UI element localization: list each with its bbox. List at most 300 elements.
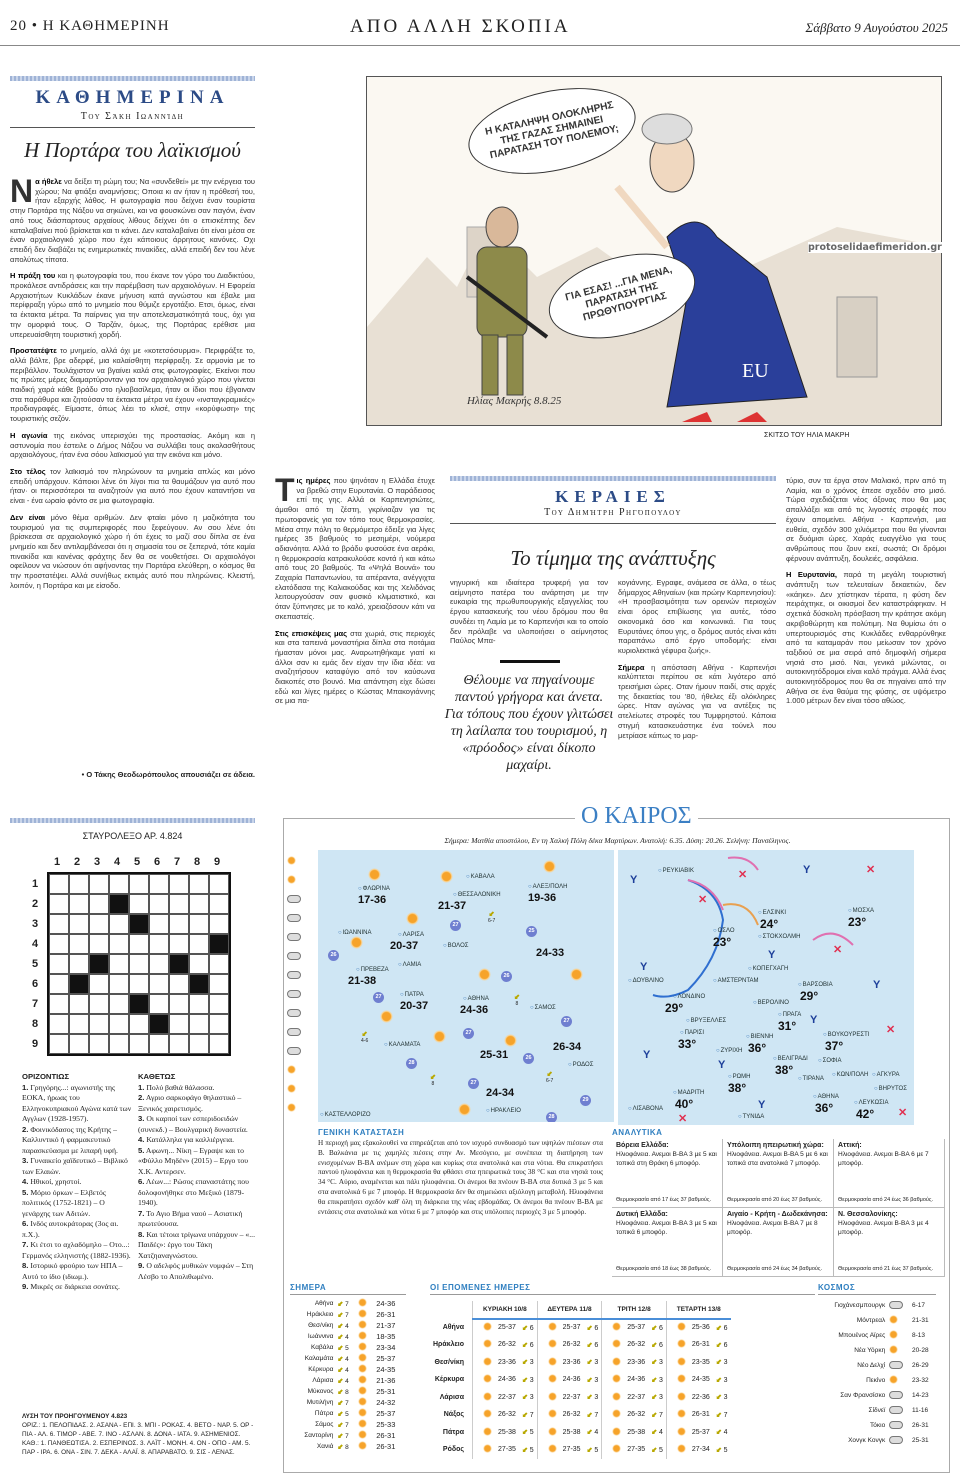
wind-force: 6-7 bbox=[546, 1078, 554, 1084]
table-row bbox=[290, 1342, 406, 1353]
crossword-cell[interactable] bbox=[169, 914, 189, 934]
clue bbox=[138, 1146, 256, 1178]
cloud-icon bbox=[889, 1436, 903, 1444]
clue bbox=[138, 1230, 256, 1262]
sky bbox=[887, 1358, 910, 1373]
sky bbox=[473, 1424, 496, 1442]
map-city-label: ○ ΒΑΡΣΟΒΙΑ bbox=[798, 982, 833, 989]
sun-icon bbox=[350, 936, 363, 949]
wind-arrow-icon: ⬋ bbox=[337, 1344, 344, 1352]
sun-icon bbox=[358, 1353, 367, 1362]
crossword-cell[interactable] bbox=[149, 974, 169, 994]
clue bbox=[22, 1282, 134, 1293]
map-temperature: 29° bbox=[665, 1001, 684, 1015]
clue bbox=[138, 1261, 256, 1282]
city-name: Νέο Δελχί bbox=[857, 1362, 886, 1369]
region-temperature: Θερμοκρασία από 21 έως 37 βαθμούς. bbox=[838, 1266, 934, 1272]
low-pressure-icon: ✕ bbox=[738, 869, 748, 881]
table-row bbox=[818, 1373, 936, 1388]
clue-text: Κατάλληλα για καλλιέργεια. bbox=[146, 1135, 235, 1144]
crossword-cell[interactable] bbox=[109, 954, 129, 974]
solution-down: ΚΑΘ.: 1. ΠΑΝΘΕΩΤΙΣΑ. 2. ΕΣΠΕΡΙΝΟΣ. 3. ΛΑΪΤ - ΜΟΝΗ. 4. ΟΝ - ΟΠΟ - ΑΜ. 5. ΠΑΡ - ΙΡΑ. 6. ΟΝΑ - ΣΙΝ. 7. ΔΕΚΑ - ΑΛΑΪ. 8. ΑΠΑΡΑΒΑΤΟ. 9. ΣΙΣ - ΛΕΝΑΣ. bbox=[22, 1440, 251, 1456]
map-temperature: 23° bbox=[848, 915, 867, 929]
wind-indicator bbox=[430, 1075, 436, 1087]
city-name: Αθήνα bbox=[314, 1300, 334, 1307]
weather-legend bbox=[287, 852, 309, 1118]
black-cell bbox=[189, 974, 209, 994]
crossword-cell[interactable] bbox=[69, 914, 89, 934]
crossword-cell[interactable] bbox=[69, 894, 89, 914]
crossword-cell[interactable] bbox=[129, 934, 149, 954]
wind bbox=[648, 1354, 666, 1372]
clue-number: 4. bbox=[138, 1135, 145, 1144]
region-text: Ηλιοφάνεια. Ανεμοι Β-ΒΑ 7 με 8 μποφόρ. bbox=[727, 1220, 818, 1236]
sea-temperature: 29 bbox=[580, 1095, 591, 1106]
crossword-cell[interactable] bbox=[149, 914, 169, 934]
temperature: 27-34 bbox=[691, 1446, 710, 1454]
crossword-cell[interactable] bbox=[189, 1034, 209, 1054]
wind bbox=[648, 1319, 666, 1337]
table-row bbox=[818, 1433, 936, 1448]
cloud-icon bbox=[287, 933, 301, 941]
sea-temperature: 28 bbox=[406, 1058, 417, 1069]
sun-icon bbox=[677, 1427, 686, 1436]
sun-icon bbox=[612, 1357, 621, 1366]
city-name: Τόκιο bbox=[870, 1422, 886, 1429]
wind-force: 7 bbox=[343, 1432, 349, 1440]
crossword-cell[interactable] bbox=[209, 994, 229, 1014]
crossword-cell[interactable] bbox=[129, 1034, 149, 1054]
header-row bbox=[430, 1301, 731, 1319]
map-temperature: 20-37 bbox=[400, 1000, 429, 1012]
city-name: Ρόδος bbox=[442, 1446, 465, 1454]
table-row bbox=[290, 1309, 406, 1320]
analytika-title-wrap bbox=[612, 1128, 662, 1139]
temperature: 26-32 bbox=[562, 1341, 581, 1349]
keraies-body-col4 bbox=[786, 476, 946, 792]
region-temperature: Θερμοκρασία από 17 έως 37 βαθμούς. bbox=[616, 1197, 712, 1203]
city-name: Μόντρεαλ bbox=[856, 1317, 886, 1324]
wind-arrow-icon: ⬋ bbox=[337, 1443, 344, 1451]
wind bbox=[335, 1441, 356, 1452]
footnote: • Ο Τάκης Θεοδωρόπουλος απουσιάζει σε άδεια. bbox=[81, 770, 255, 779]
city-name: Σάμος bbox=[315, 1421, 334, 1428]
wind bbox=[648, 1406, 666, 1424]
crossword-cell[interactable] bbox=[209, 894, 229, 914]
wind-arrow-icon: ⬋ bbox=[651, 1411, 658, 1419]
crossword-cell[interactable] bbox=[49, 1034, 69, 1054]
map-city-label: ○ ΛΑΜΙΑ bbox=[398, 962, 421, 969]
crossword-cell[interactable] bbox=[49, 934, 69, 954]
world-table bbox=[818, 1283, 936, 1448]
paragraph-text: της εικόνας υπερισχύει της προστασίας. Ακόμη και η αστυνομία που έστειλε ο Δήμος Νάξου να συλλάβει τους ακολασθήτους αρχαιολόγους, ήταν ένα σόου λαϊκισμού για την εικόνα και μόνο. bbox=[10, 430, 255, 460]
paragraph bbox=[450, 578, 608, 646]
crossword-cell[interactable] bbox=[169, 894, 189, 914]
map-temperature: 36° bbox=[815, 1101, 834, 1115]
wind bbox=[584, 1371, 602, 1389]
sun-icon bbox=[548, 1444, 557, 1453]
clue-text: Αγριο σαρκοφάγο θηλαστικό – Ξενικός χαιρετισμός. bbox=[138, 1093, 242, 1113]
crossword-cell[interactable] bbox=[149, 1034, 169, 1054]
high-pressure-icon: Y bbox=[630, 874, 638, 886]
wind-force: 5 bbox=[592, 1446, 599, 1454]
wind-arrow-icon: ⬋ bbox=[337, 1399, 344, 1407]
crossword-cell[interactable] bbox=[209, 1014, 229, 1034]
city-name: Σίδνεϊ bbox=[868, 1407, 886, 1414]
crossword-cell[interactable] bbox=[189, 994, 209, 1014]
map-temperature: 36° bbox=[748, 1041, 767, 1055]
cloud-icon bbox=[287, 895, 301, 903]
paragraph bbox=[618, 663, 776, 741]
wind-arrow-icon: ⬋ bbox=[586, 1394, 593, 1402]
wind bbox=[519, 1371, 537, 1389]
wind-force: 4 bbox=[343, 1333, 349, 1341]
article-title: Το τίμημα της ανάπτυξης bbox=[510, 546, 716, 570]
paragraph-text: κογιάννης. Εγραφε, ανάμεσα σε άλλα, ο τέως δήμαρχος Αθηναίων (και πρώην Καρπενησίου): «Η προσβασιμότητα των ορεινών περιοχών είναι όρος επιβίωσης για αυτές, τόσο οικονομικά όσο και κοινωνικά. Για τους Ευρυτάνες όπου γης, ο δρόμος αυτός είναι κάτι παραπάνω από έργο υποδομής: είναι κυριολεκτικά γέφυρα ζωής». bbox=[618, 578, 776, 655]
clue bbox=[138, 1093, 256, 1114]
keraies-header bbox=[450, 476, 776, 571]
column-number: 8 bbox=[193, 856, 201, 868]
temperature: 22-37 bbox=[627, 1393, 646, 1401]
crossword-cell[interactable] bbox=[109, 974, 129, 994]
crossword-cell[interactable] bbox=[89, 914, 109, 934]
wind-arrow-icon: ⬋ bbox=[337, 1322, 344, 1330]
temperature: 18-35 bbox=[376, 1332, 396, 1341]
crossword-cell[interactable] bbox=[209, 974, 229, 994]
sun-icon bbox=[433, 1030, 446, 1043]
crossword-cell[interactable] bbox=[209, 914, 229, 934]
crossword-cell[interactable] bbox=[169, 974, 189, 994]
cloud-icon bbox=[287, 1047, 301, 1055]
legend-item bbox=[287, 966, 309, 985]
sun-icon bbox=[358, 1331, 367, 1340]
crossword-cell[interactable] bbox=[109, 1014, 129, 1034]
clue bbox=[22, 1188, 134, 1220]
city-name: Θεσ/νίκη bbox=[434, 1358, 465, 1366]
today-almanac: Σήμερα: Ματθία αποστόλου, Εν τη Χαλκή Πόλη δέκα Μαρτύρων. Ανατολή: 6.35. Δύση: 20.26. Σελήνη: Πανσέληνος. bbox=[444, 836, 791, 845]
crossword-cell[interactable] bbox=[209, 874, 229, 894]
clue-number: 1. bbox=[22, 1082, 29, 1092]
crossword-cell[interactable] bbox=[149, 934, 169, 954]
temperature: 26-31 bbox=[911, 1422, 929, 1429]
weather-title: Ο ΚΑΙΡΟΣ bbox=[575, 803, 698, 830]
wind-arrow-icon: ⬋ bbox=[715, 1411, 722, 1419]
map-temperature: 23° bbox=[713, 935, 732, 949]
wind bbox=[584, 1354, 602, 1372]
paragraph bbox=[275, 476, 435, 622]
crossword-cell[interactable] bbox=[49, 954, 69, 974]
wind bbox=[584, 1319, 602, 1337]
wind-indicator bbox=[488, 912, 495, 924]
map-city-label: ○ ΒΕΛΙΓΡΑΔΙ bbox=[773, 1056, 808, 1063]
sun-icon bbox=[612, 1322, 621, 1331]
wind-arrow-icon: ⬋ bbox=[715, 1341, 722, 1349]
crossword-cell[interactable] bbox=[49, 914, 69, 934]
wind-arrow-icon: ⬋ bbox=[651, 1429, 658, 1437]
wind-force: 7 bbox=[343, 1311, 349, 1319]
crossword-cell[interactable] bbox=[69, 954, 89, 974]
temperature: 26-32 bbox=[627, 1411, 646, 1419]
next-days-table bbox=[430, 1283, 815, 1459]
map-city-label: ○ ΚΑΒΑΛΑ bbox=[466, 874, 495, 881]
map-temperature: 17-36 bbox=[358, 894, 387, 906]
sky bbox=[666, 1424, 689, 1442]
cloud-icon bbox=[287, 1028, 301, 1036]
crossword-cell[interactable] bbox=[89, 894, 109, 914]
paragraph bbox=[10, 177, 255, 264]
wind bbox=[713, 1354, 731, 1372]
map-city-label: ○ ΠΑΤΡΑ bbox=[400, 992, 424, 999]
temperature: 26-32 bbox=[498, 1341, 516, 1349]
wind-arrow-icon: ⬋ bbox=[586, 1324, 593, 1332]
keraies-body-col3 bbox=[618, 578, 776, 790]
crossword-cell[interactable] bbox=[189, 954, 209, 974]
high-pressure-icon: Y bbox=[873, 979, 881, 991]
crossword-cell[interactable] bbox=[69, 1034, 89, 1054]
wind bbox=[335, 1309, 356, 1320]
crossword-cell[interactable] bbox=[109, 994, 129, 1014]
sky bbox=[602, 1354, 625, 1372]
crossword-cell[interactable] bbox=[49, 894, 69, 914]
sun-icon bbox=[287, 1084, 296, 1093]
crossword-cell[interactable] bbox=[149, 954, 169, 974]
clue bbox=[138, 1177, 256, 1209]
wind bbox=[713, 1406, 731, 1424]
sun-icon bbox=[548, 1322, 557, 1331]
crossword-cell[interactable] bbox=[89, 974, 109, 994]
wind-arrow-icon: ⬋ bbox=[651, 1446, 658, 1454]
wind-arrow-icon: ⬋ bbox=[521, 1394, 528, 1402]
temperature: 26-31 bbox=[376, 1310, 396, 1319]
table-row bbox=[290, 1430, 406, 1441]
crossword-cell[interactable] bbox=[69, 994, 89, 1014]
map-city-label: ○ ΠΡΑΓΑ bbox=[778, 1012, 801, 1019]
crossword-cell[interactable] bbox=[49, 874, 69, 894]
map-city-label: ○ ΑΛΕΞ/ΠΟΛΗ bbox=[528, 884, 567, 891]
paragraph-text: η απόσταση Αθήνα - Καρπενήσι καλύπτεται περίπου σε κάτι λιγότερο από τρεισήμισι ώρες. Οταν ήμουν παιδί, στις αρχές της δεκαετίας του '80, ήθελες έξι ολόκληρες ώρες. Ηταν αγώνας για να αντέξεις τις ατελείωτες στροφές του Τυμφρηστού. Κάποια στιγμή κατασκευάστηκε ένα τούνελ που μετρίασε κάπως το μαρ- bbox=[618, 662, 776, 740]
region-name: Δυτική Ελλάδα: bbox=[616, 1211, 668, 1218]
city-name: Θεσ/νίκη bbox=[308, 1322, 334, 1329]
wind-force: 4 bbox=[343, 1322, 349, 1330]
crossword-cell[interactable] bbox=[89, 874, 109, 894]
sun-icon bbox=[548, 1392, 557, 1401]
clue-text: Ο αδελφός μυθικών νυμφών – Στη Λέσβο το Απολιθωμένο. bbox=[138, 1261, 254, 1281]
crossword-cell[interactable] bbox=[109, 874, 129, 894]
crossword-cell[interactable] bbox=[109, 934, 129, 954]
sky bbox=[356, 1320, 374, 1331]
column-number: 7 bbox=[173, 856, 181, 868]
wind-arrow-icon: ⬋ bbox=[651, 1359, 658, 1367]
crossword-cell[interactable] bbox=[69, 874, 89, 894]
crossword-cell[interactable] bbox=[189, 1014, 209, 1034]
sky bbox=[473, 1389, 496, 1407]
wind-force: 7 bbox=[343, 1399, 349, 1407]
kathimerina-column bbox=[10, 76, 255, 780]
sun-icon bbox=[483, 1444, 492, 1453]
wind-force: 5 bbox=[343, 1344, 349, 1352]
wind-force: 3 bbox=[527, 1376, 534, 1384]
sky bbox=[356, 1430, 374, 1441]
wind-arrow-icon: ⬋ bbox=[337, 1333, 344, 1341]
cartoon-caption: ΣΚΙΤΣΟ ΤΟΥ ΗΛΙΑ ΜΑΚΡΗ bbox=[764, 432, 850, 439]
wind-arrow-icon: ⬋ bbox=[521, 1359, 528, 1367]
clue-number: 3. bbox=[22, 1156, 29, 1165]
sun-icon bbox=[483, 1357, 492, 1366]
sky bbox=[887, 1373, 910, 1388]
cloud-icon bbox=[889, 1406, 903, 1414]
across-title: ΟΡΙΖΟΝΤΙΩΣ bbox=[22, 1072, 70, 1081]
crossword-cell[interactable] bbox=[189, 934, 209, 954]
black-cell bbox=[209, 934, 229, 954]
map-city-label: ○ ΡΕΥΚΙΑΒΙΚ bbox=[658, 868, 694, 875]
clue-number: 6. bbox=[138, 1177, 145, 1186]
sky bbox=[356, 1309, 374, 1320]
clue bbox=[22, 1083, 134, 1125]
sun-icon bbox=[677, 1392, 686, 1401]
map-city-label: ○ ΒΗΡΥΤΟΣ bbox=[874, 1086, 907, 1093]
crossword-cell[interactable] bbox=[169, 994, 189, 1014]
column-number: 9 bbox=[213, 856, 221, 868]
column-number: 1 bbox=[53, 856, 61, 868]
today-title: ΣΗΜΕΡΑ bbox=[290, 1283, 406, 1295]
wind bbox=[335, 1397, 356, 1408]
row-number: 6 bbox=[32, 978, 39, 990]
sky bbox=[473, 1354, 496, 1372]
wind-arrow-icon: ⬋ bbox=[488, 911, 495, 918]
paragraph-text: το μνημείο, αλλά όχι με «κοτετσόσυρμα». Περιφράξτε το, αλλά βάλτε, βρε αδερφέ, μια καλαίσθητη περίφραξη. Σε αρμονία με το περιβάλλον. Τουλάχιστον να βγαίνει καλά στις φωτογραφίες. Εκείνοι που τις πρώτες μέρες διαμαρτύρονταν για τον αρχαιολογικό χώρο που γίνεται παιδική χαρά κάθε βράδυ στο ηλιοβασίλεμα, ήταν οι ίδιοι που έβγαιναν στα παράθυρα και ζητούσαν τα έκτακτα μέτρα να έχουν «ινσταγκραμικές» προδιαγραφές. Είμαστε, όπως λέει το κλισέ, στην «κορύφωση» της τουριστικής σεζόν. bbox=[10, 346, 255, 424]
crossword-cell[interactable] bbox=[49, 974, 69, 994]
table-row bbox=[290, 1364, 406, 1375]
sky bbox=[356, 1441, 374, 1452]
temperature: 25-38 bbox=[562, 1428, 581, 1436]
crossword-cell[interactable] bbox=[109, 1034, 129, 1054]
crossword-cell[interactable] bbox=[129, 874, 149, 894]
sky bbox=[887, 1328, 910, 1343]
wind-arrow-icon: ⬋ bbox=[337, 1377, 344, 1385]
wind-arrow-icon: ⬋ bbox=[715, 1324, 722, 1332]
wind-force: 3 bbox=[721, 1376, 728, 1384]
wind-force: 7 bbox=[527, 1411, 534, 1419]
sun-icon bbox=[358, 1342, 367, 1351]
sky bbox=[537, 1319, 560, 1337]
crossword-cell[interactable] bbox=[49, 994, 69, 1014]
map-temperature: 31° bbox=[778, 1019, 797, 1033]
crossword-cell[interactable] bbox=[189, 894, 209, 914]
watermark: protoselidaefimeridon.gr bbox=[808, 242, 942, 253]
crossword-cell[interactable] bbox=[69, 1014, 89, 1034]
crossword-cell[interactable] bbox=[169, 874, 189, 894]
sun-icon bbox=[570, 968, 583, 981]
crossword-cell[interactable] bbox=[169, 1014, 189, 1034]
black-cell bbox=[129, 994, 149, 1014]
sun-icon bbox=[612, 1444, 621, 1453]
crossword-cell[interactable] bbox=[109, 914, 129, 934]
high-pressure-icon: Y bbox=[643, 1049, 651, 1061]
city-name: Χονγκ Κονγκ bbox=[848, 1437, 886, 1444]
sun-icon bbox=[358, 1364, 367, 1373]
crossword-cell[interactable] bbox=[49, 1014, 69, 1034]
legend-item bbox=[287, 985, 309, 1004]
sun-icon bbox=[358, 1408, 367, 1417]
sun-icon bbox=[543, 860, 556, 873]
temperature: 25-37 bbox=[376, 1409, 396, 1418]
table-row bbox=[430, 1336, 731, 1354]
wind-arrow-icon: ⬋ bbox=[337, 1410, 344, 1418]
black-cell bbox=[169, 954, 189, 974]
crossword-cell[interactable] bbox=[189, 914, 209, 934]
wind bbox=[713, 1424, 731, 1442]
crossword-cell[interactable] bbox=[129, 1014, 149, 1034]
low-pressure-icon: ✕ bbox=[898, 1107, 908, 1119]
city-name: Ηράκλειο bbox=[306, 1311, 334, 1318]
wind bbox=[335, 1419, 356, 1430]
map-city-label: ○ ΚΑΣΤΕΛΛΟΡΙΖΟ bbox=[320, 1112, 371, 1119]
crossword-cell[interactable] bbox=[149, 874, 169, 894]
sky bbox=[602, 1389, 625, 1407]
crossword-cell[interactable] bbox=[129, 974, 149, 994]
lead-in: ις ημέρες bbox=[296, 476, 331, 485]
map-temperature: 24-33 bbox=[536, 947, 565, 959]
sea-temperature: 27 bbox=[450, 920, 461, 931]
row-number: 9 bbox=[32, 1038, 39, 1050]
crossword-cell[interactable] bbox=[129, 894, 149, 914]
table-row bbox=[818, 1298, 936, 1313]
crossword-cell[interactable] bbox=[169, 1034, 189, 1054]
table-row bbox=[430, 1354, 731, 1372]
crossword-cell[interactable] bbox=[149, 894, 169, 914]
legend-item bbox=[287, 1042, 309, 1061]
crossword-cell[interactable] bbox=[89, 994, 109, 1014]
crossword-cell[interactable] bbox=[89, 1034, 109, 1054]
row-number: 1 bbox=[32, 878, 39, 890]
crossword-cell[interactable] bbox=[89, 934, 109, 954]
row-number: 2 bbox=[32, 898, 39, 910]
wind bbox=[335, 1375, 356, 1386]
wind-force: 4 bbox=[343, 1355, 349, 1363]
crossword-cell[interactable] bbox=[209, 954, 229, 974]
crossword-cell[interactable] bbox=[89, 1014, 109, 1034]
crossword-cell[interactable] bbox=[149, 994, 169, 1014]
crossword-cell[interactable] bbox=[69, 934, 89, 954]
temperature: 25-31 bbox=[376, 1387, 396, 1396]
article-title: Η Πορτάρα του λαϊκισμού bbox=[24, 138, 241, 162]
clue-number: 4. bbox=[22, 1177, 29, 1186]
crossword-cell[interactable] bbox=[129, 954, 149, 974]
sun-icon bbox=[483, 1392, 492, 1401]
solution-across: ΟΡΙΖ.: 1. ΠΕΛΟΠΙΔΑΣ. 2. ΑΣΑΝΑ - ΕΠΙ. 3. ΜΠΙ - ΡΟΚΑΣ. 4. ΒΕΤΟ - ΝΑΡ. 5. ΟΡ - ΠΙΑ - ΑΛ. 6. ΤΙΜΟΡ - ΑΒΕ. 7. ΙΝΟ - ΑΣΛΑΝ. 8. ΔΟΝΑ - ΙΑΤΑ. 9. ΑΣΗΜΕΝΙΟΣ. bbox=[22, 1422, 254, 1438]
map-city-label: ○ ΛΑΡΙΣΑ bbox=[398, 932, 424, 939]
map-city-label: ○ ΑΘΗΝΑ bbox=[813, 1094, 839, 1101]
sky bbox=[356, 1353, 374, 1364]
crossword-cell[interactable] bbox=[209, 1034, 229, 1054]
map-temperature: 42° bbox=[856, 1107, 875, 1121]
sky bbox=[602, 1336, 625, 1354]
sky bbox=[666, 1441, 689, 1459]
table-row bbox=[818, 1418, 936, 1433]
crossword-cell[interactable] bbox=[169, 934, 189, 954]
sun-icon bbox=[504, 1034, 517, 1047]
legend-item bbox=[287, 871, 309, 890]
paragraph bbox=[10, 513, 255, 591]
temperature: 25-36 bbox=[691, 1324, 710, 1332]
crossword-cell[interactable] bbox=[189, 874, 209, 894]
wind-force: 7 bbox=[657, 1411, 663, 1419]
wind bbox=[584, 1441, 602, 1459]
region-name: Υπόλοιπη ηπειρωτική χώρα: bbox=[727, 1142, 824, 1149]
sky bbox=[887, 1403, 910, 1418]
city-name: Πεκίνο bbox=[866, 1377, 886, 1384]
map-temperature: 38° bbox=[728, 1081, 747, 1095]
